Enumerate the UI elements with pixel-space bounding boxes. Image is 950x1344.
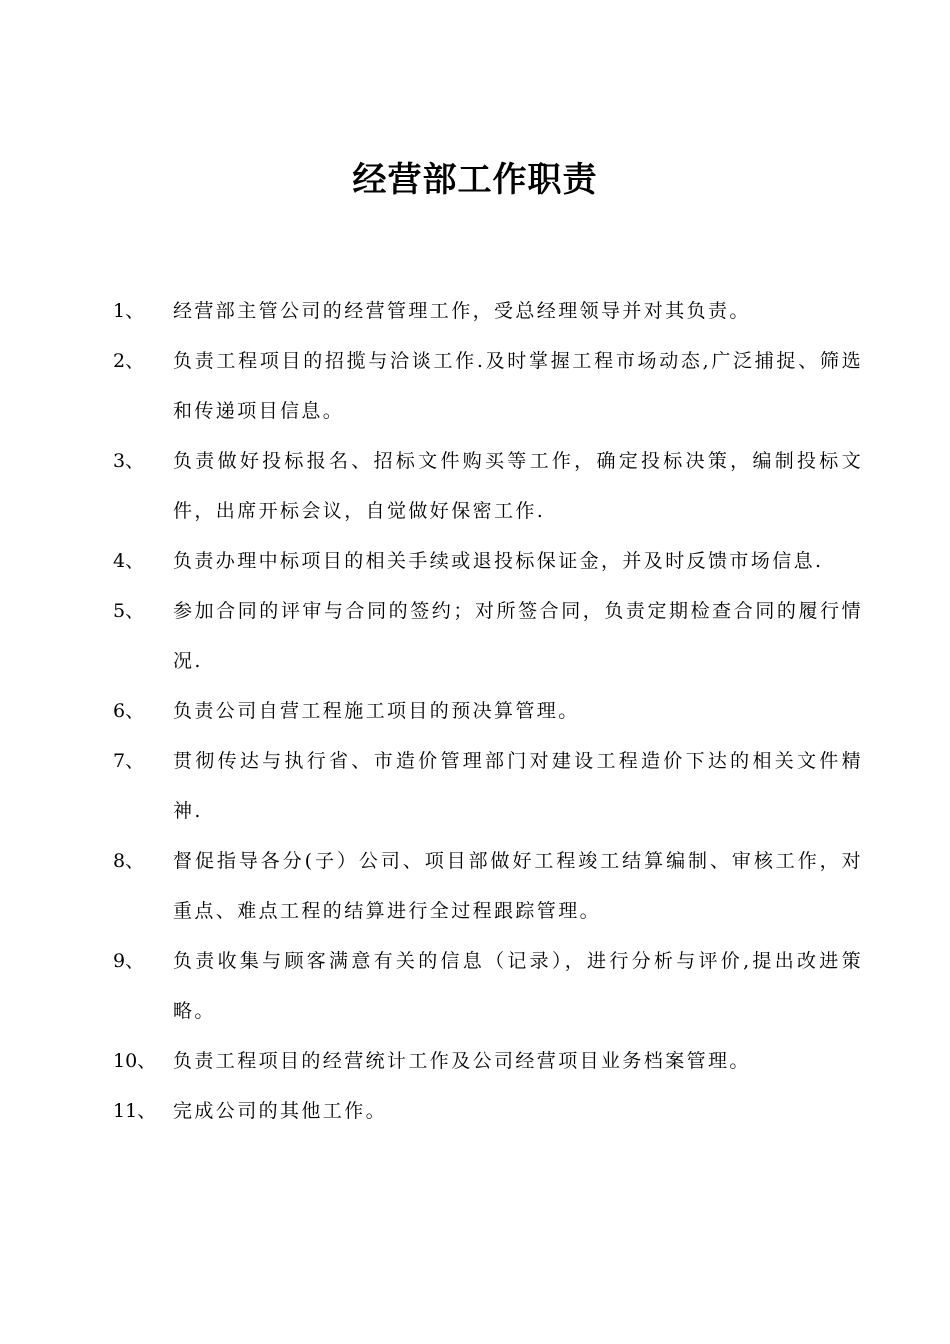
item-number: 3、 — [113, 450, 145, 472]
item-text: 督促指导各分(子）公司、项目部做好工程竣工结算编制、审核工作，对重点、难点工程的结算进行全过程跟踪管理。 — [173, 850, 863, 922]
item-number: 4、 — [113, 550, 145, 572]
item-number: 7、 — [113, 750, 145, 772]
item-text: 贯彻传达与执行省、市造价管理部门对建设工程造价下达的相关文件精神. — [173, 750, 863, 822]
item-number: 9、 — [113, 950, 145, 972]
item-text: 负责工程项目的经营统计工作及公司经营项目业务档案管理。 — [173, 1050, 751, 1072]
list-item — [113, 336, 863, 436]
list-item — [113, 586, 863, 686]
list-item — [113, 536, 863, 586]
item-text: 负责公司自营工程施工项目的预决算管理。 — [173, 700, 580, 722]
list-item — [113, 686, 863, 736]
item-text: 负责办理中标项目的相关手续或退投标保证金，并及时反馈市场信息. — [173, 550, 824, 572]
list-item — [113, 1036, 863, 1086]
list-item — [113, 736, 863, 836]
list-item — [113, 286, 863, 336]
item-number: 1、 — [113, 300, 145, 322]
list-item — [113, 936, 863, 1036]
page-title: 经营部工作职责 — [352, 160, 598, 200]
item-number: 10、 — [113, 1050, 157, 1072]
item-text: 负责做好投标报名、招标文件购买等工作，确定投标决策，编制投标文件，出席开标会议，自觉做好保密工作. — [173, 450, 863, 522]
list-item — [113, 1086, 863, 1136]
item-text: 参加合同的评审与合同的签约；对所签合同，负责定期检查合同的履行情况. — [173, 600, 863, 672]
list-item — [113, 436, 863, 536]
item-text: 完成公司的其他工作。 — [173, 1100, 388, 1122]
item-number: 2、 — [113, 350, 145, 372]
item-number: 8、 — [113, 850, 145, 872]
item-text: 负责工程项目的招揽与洽谈工作.及时掌握工程市场动态,广泛捕捉、筛选和传递项目信息。 — [173, 350, 863, 422]
item-text: 负责收集与顾客满意有关的信息（记录），进行分析与评价,提出改进策略。 — [173, 950, 863, 1022]
item-number: 6、 — [113, 700, 145, 722]
list-item — [113, 836, 863, 936]
item-number: 11、 — [113, 1100, 157, 1122]
item-number: 5、 — [113, 600, 145, 622]
item-text: 经营部主管公司的经营管理工作，受总经理领导并对其负责。 — [173, 300, 751, 322]
duty-list — [113, 286, 863, 1136]
